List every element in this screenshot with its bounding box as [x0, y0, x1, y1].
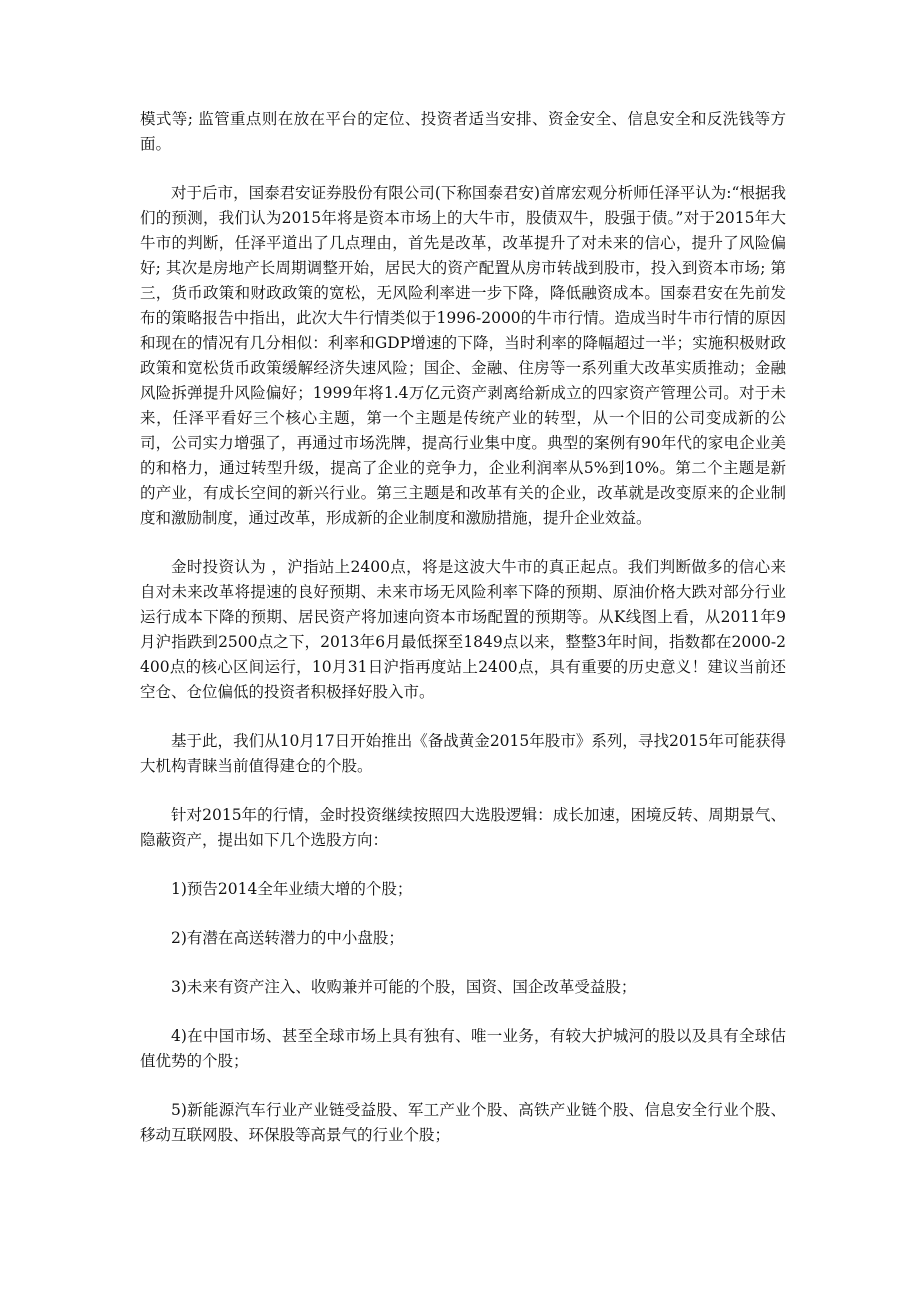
paragraph-2: 对于后市，国泰君安证券股份有限公司(下称国泰君安)首席宏观分析师任泽平认为:“根据我们的预测，我们认为2015年将是资本市场上的大牛市，股债双牛，股强于债。”对于2015年大牛市的判断，任泽平道出了几点理由，首先是改革，改革提升了对未来的信心，提升了风险偏好; 其次是房地产长周期调整开始，居民大的资产配置从房市转战到股市，投入到资本市场; 第三，货币政策和财政政策的宽松，无风险利率进一步下降，降低融资成本。国泰君安在先前发布的策略报告中指出，此次大牛行情类似于1996-2000的牛市行情。造成当时牛市行情的原因和现在的情况有几分相似：利率和GDP增速的下降，当时利率的降幅超过一半；实施积极财政政策和宽松货币政策缓解经济失速风险；国企、金融、住房等一系列重大改革实质推动；金融风险拆弹提升风险偏好；1999年将1.4万亿元资产剥离给新成立的四家资产管理公司。对于未来，任泽平看好三个核心主题，第一个主题是传统产业的转型，从一个旧的公司变成新的公司，公司实力增强了，再通过市场洗牌，提高行业集中度。典型的案例有90年代的家电企业美的和格力，通过转型升级，提高了企业的竞争力，企业利润率从5%到10%。第二个主题是新的产业，有成长空间的新兴行业。第三主题是和改革有关的企业，改革就是改变原来的企业制度和激励制度，通过改革，形成新的企业制度和激励措施，提升企业效益。: [140, 184, 786, 527]
list-item-5: 5)新能源汽车行业产业链受益股、军工产业个股、高铁产业链个股、信息安全行业个股、移动互联网股、环保股等高景气的行业个股；: [140, 1101, 786, 1144]
document-body: [140, 107, 786, 1172]
paragraph-3: 金时投资认为 ，沪指站上2400点，将是这波大牛市的真正起点。我们判断做多的信心来自对未来改革将提速的良好预期、未来市场无风险利率下降的预期、原油价格大跌对部分行业运行成本下降的预期、居民资产将加速向资本市场配置的预期等。从K线图上看，从2011年9月沪指跌到2500点之下，2013年6月最低探至1849点以来，整整3年时间，指数都在2000-2400点的核心区间运行，10月31日沪指再度站上2400点，具有重要的历史意义！建议当前还空仓、仓位偏低的投资者积极择好股入市。: [140, 558, 786, 701]
list-item-2: 2)有潜在高送转潜力的中小盘股；: [171, 929, 404, 947]
list-item-3: 3)未来有资产注入、收购兼并可能的个股，国资、国企改革受益股；: [171, 978, 637, 996]
paragraph-5: 针对2015年的行情，金时投资继续按照四大选股逻辑：成长加速，困境反转、周期景气、隐蔽资产，提出如下几个选股方向：: [140, 806, 786, 849]
list-item-4: 4)在中国市场、甚至全球市场上具有独有、唯一业务，有较大护城河的股以及具有全球估值优势的个股；: [140, 1027, 786, 1070]
paragraph-1: 模式等; 监管重点则在放在平台的定位、投资者适当安排、资金安全、信息安全和反洗钱等方面。: [140, 110, 786, 153]
list-item-1: 1)预告2014全年业绩大增的个股；: [171, 880, 413, 898]
paragraph-4: 基于此，我们从10月17日开始推出《备战黄金2015年股市》系列，寻找2015年可能获得大机构青睐当前值得建仓的个股。: [140, 732, 786, 775]
